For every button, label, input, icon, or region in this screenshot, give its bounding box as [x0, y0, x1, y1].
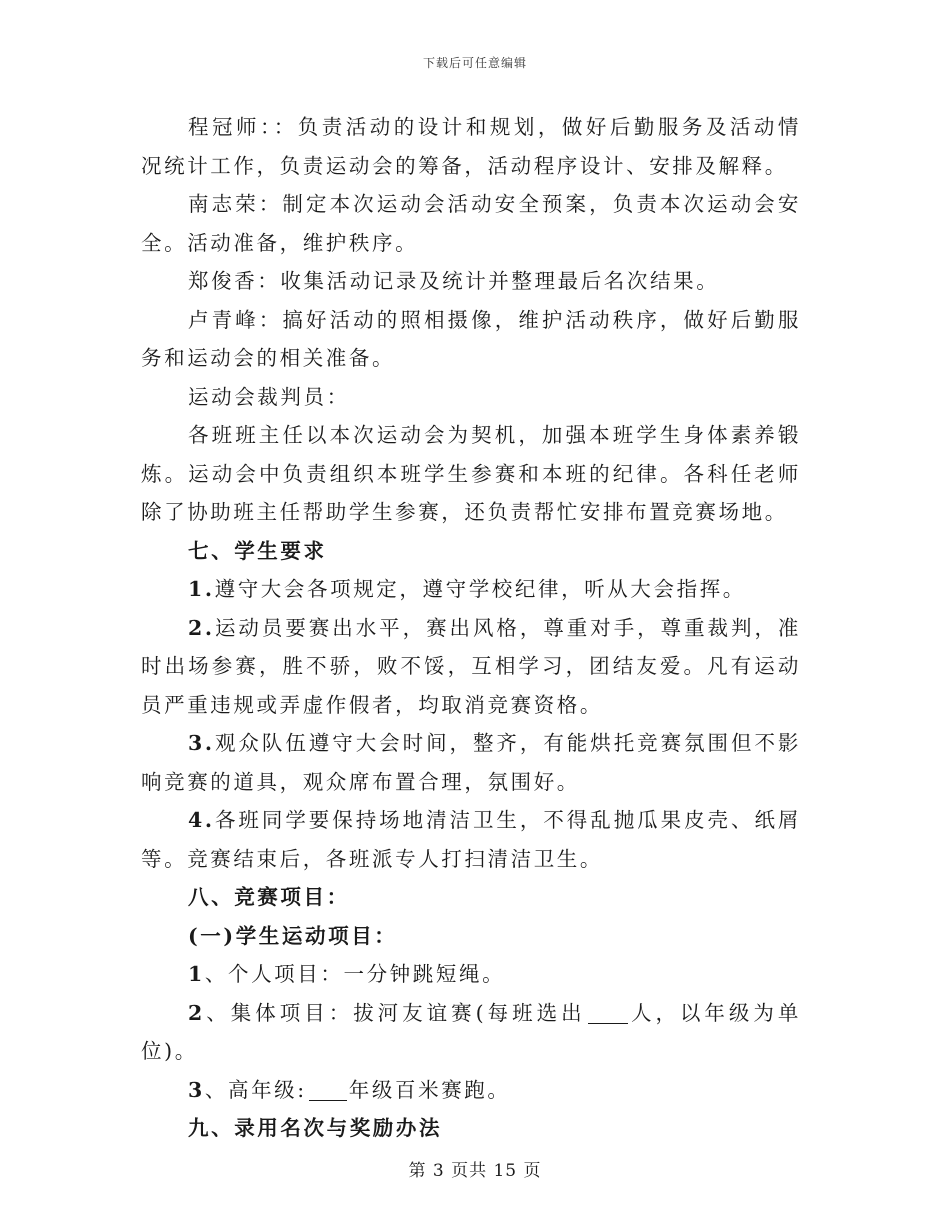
section-heading-events: 八、竞赛项目： — [188, 885, 350, 909]
event-item-1 — [141, 955, 801, 994]
document-body — [141, 108, 801, 1148]
requirement-item-1 — [141, 570, 801, 609]
event-text: 、个人项目：一分钟跳短绳。 — [204, 962, 506, 986]
requirement-item-4 — [141, 801, 801, 878]
paragraph-nan: 南志荣：制定本次运动会活动安全预案，负责本次运动会安全。活动准备，维护秩序。 — [141, 192, 801, 255]
event-text: 人，以年级为单位)。 — [141, 1000, 801, 1063]
requirement-item-3 — [141, 724, 801, 801]
event-item-3 — [141, 1071, 801, 1110]
subsection-heading-student-events: (一)学生运动项目： — [188, 923, 398, 948]
section-heading-rankings-awards: 九、录用名次与奖励办法 — [188, 1116, 443, 1140]
event-text: 、高年级: — [204, 1077, 307, 1102]
section-heading-student-requirements: 七、学生要求 — [188, 538, 327, 563]
event-item-2 — [141, 994, 801, 1071]
event-number: 3 — [188, 1077, 205, 1102]
requirement-item-2 — [141, 609, 801, 725]
requirement-text: 观众队伍遵守大会时间，整齐，有能烘托竞赛氛围但不影响竞赛的道具，观众席布置合理，氛围好。 — [141, 731, 801, 794]
requirement-text: 各班同学要保持场地清洁卫生，不得乱抛瓜果皮壳、纸屑等。竞赛结束后，各班派专人打扫清洁卫生。 — [141, 808, 801, 871]
requirement-number: 1. — [188, 577, 215, 601]
paragraph-referees: 运动会裁判员： — [188, 384, 350, 409]
paragraph-lu: 卢青峰：搞好活动的照相摄像，维护活动秩序，做好后勤服务和运动会的相关准备。 — [141, 307, 801, 370]
requirement-number: 3. — [188, 731, 215, 755]
event-text: 年级百米赛跑。 — [348, 1077, 511, 1102]
event-number: 2 — [188, 1000, 205, 1025]
event-number: 1 — [188, 962, 205, 986]
requirement-number: 2. — [188, 615, 215, 640]
paragraph-cheng: 程冠师：：负责活动的设计和规划，做好后勤服务及活动情况统计工作，负责运动会的筹备，活动程序设计、安排及解释。 — [141, 115, 801, 178]
requirement-text: 运动员要赛出水平，赛出风格，尊重对手，尊重裁判，准时出场参赛，胜不骄，败不馁，互相学习，团结友爱。凡有运动员严重违规或弄虚作假者，均取消竞赛资格。 — [141, 615, 801, 717]
requirement-number: 4. — [188, 808, 215, 832]
paragraph-teachers: 各班班主任以本次运动会为契机，加强本班学生身体素养锻炼。运动会中负责组织本班学生参赛和本班的纪律。各科任老师除了协助班主任帮助学生参赛，还负责帮忙安排布置竞赛场地。 — [141, 423, 801, 524]
fill-in-blank — [588, 1002, 628, 1024]
page-header-note: 下载后可任意编辑 — [422, 56, 527, 70]
event-text: 、集体项目：拔河友谊赛(每班选出 — [204, 1000, 586, 1025]
paragraph-zheng: 郑俊香：收集活动记录及统计并整理最后名次结果。 — [188, 269, 720, 293]
fill-in-blank — [309, 1079, 347, 1101]
page-footer: 第 3 页共 15 页 — [408, 1161, 542, 1181]
requirement-text: 遵守大会各项规定，遵守学校纪律，听从大会指挥。 — [214, 577, 746, 601]
